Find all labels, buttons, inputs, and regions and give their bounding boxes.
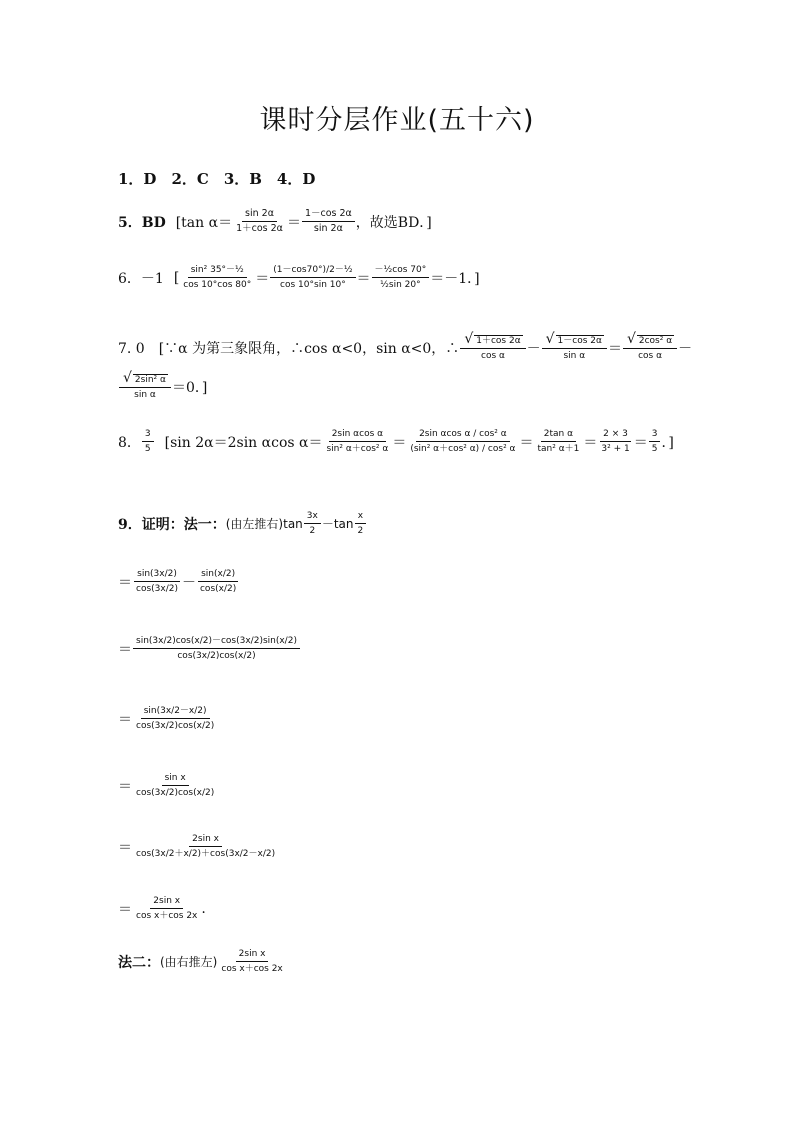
method-2-label: 法二：	[118, 954, 160, 971]
answer-5	[118, 208, 432, 235]
minus-tan: －tan	[321, 517, 354, 531]
answer-8-lead: [sin 2α＝2sin αcos α＝	[164, 434, 323, 451]
fraction: $\frac{\text{－½cos 70°}}{\text{½sin 20°}}$	[372, 264, 430, 291]
answer-8-tail: ．]	[661, 434, 674, 451]
method-2-header	[118, 948, 287, 975]
proof-step-4: ＝ $\frac{\text{sin x}}{\cos(3x/2)\cos(x/2)}$	[118, 772, 218, 799]
fraction: $\frac{\sin(x/2)}{\cos(x/2)}$	[199, 569, 237, 594]
answer-6: 6．－1 [ $\frac{\text{sin² 35°－½}}{\cos 10^\circ\cos 80^\circ}$ ＝ $\frac{\text{(1－cos70°)/2－½}}{\cos 10^\circ\sin 10^\circ}$ ＝ $\frac{\text{－½cos 70°}}{\text{½sin 20°}}$ ＝－1．]	[118, 265, 480, 290]
fraction: $\frac{√ 1-\cos 2\alpha}{\text{sin α}}$	[542, 333, 607, 362]
answer-6-tail: ＝－1．]	[430, 270, 480, 287]
method-label: (由左推右)tan	[225, 517, 303, 531]
fraction: $\frac{3}{5}$	[142, 428, 154, 455]
page-title: 课时分层作业(五十六)	[259, 105, 535, 136]
fraction: $\frac{\text{2tan α}}{\text{tan² α＋1}}$	[537, 429, 580, 454]
proof-step-3: ＝ $\frac{\sin(3x/2-x/2)}{\cos(3x/2)\cos(x/2)}$	[118, 705, 218, 732]
method-2-text: (由右推左)	[160, 955, 218, 969]
fraction: $\frac{3}{5}$	[649, 428, 661, 455]
fraction: $\frac{\sin 2\alpha}{1+\cos 2\alpha}$	[236, 208, 283, 234]
fraction: $\frac{\text{(1－cos70°)/2－½}}{\cos 10^\circ\sin 10^\circ}$	[270, 264, 355, 291]
fraction: $\frac{\text{√ 2sin² α}}{\text{sin α}}$	[119, 372, 171, 401]
proof-step-1: ＝ $\frac{\sin(3x/2)}{\cos(3x/2)}$ － $\frac{\sin(x/2)}{\cos(x/2)}$	[118, 568, 240, 595]
bracket: [	[173, 269, 180, 286]
fraction: $\frac{3x}{2}$	[304, 510, 321, 537]
period: .	[201, 900, 206, 917]
answer-7-cont	[118, 372, 207, 401]
answer-7: 7. 0 [∵α 为第三象限角，∴cos α<0，sin α<0，∴ $\frac{√ 1+\cos 2\alpha}{\text{cos α}}$ － $\frac{√ 1-\cos 2\alpha}{\text{sin α}}$ ＝ $\frac{\text{√ 2cos² α}}{\text{cos α}}$ －	[118, 331, 693, 361]
answer-9-header	[118, 510, 367, 537]
fraction: $\frac{\sin(3x/2)}{\cos(3x/2)}$	[136, 569, 178, 594]
answer-8-number: 8．	[118, 434, 141, 451]
fraction: $\frac{\text{sin² 35°－½}}{\cos 10^\circ\cos 80^\circ}$	[183, 265, 252, 290]
answers-1-4: 1．D 2．C 3．B 4．D	[118, 170, 316, 188]
proof-step-2: ＝ $\frac{\sin(3x/2)\cos(x/2)-\cos(3x/2)\sin(x/2)}{\cos(3x/2)\cos(x/2)}$	[118, 635, 301, 662]
answer-8: 8． $\frac{3}{5}$ [sin 2α＝2sin αcos α＝ $\frac{\text{2sin αcos α}}{\text{sin² α＋cos² α}}$ ＝ $\frac{\text{2sin αcos α / cos² α}}{\text{(sin² α＋cos² α) / cos² α}}$ ＝ $\frac{\text{2tan α}}{\text{tan² α＋1}}$ ＝ $\frac{2 \times 3}{\text{3² + 1}}$ ＝ $\frac{3}{5}$ ．]	[118, 429, 674, 454]
fraction: $\frac{√ 1+\cos 2\alpha}{\text{cos α}}$	[460, 333, 525, 362]
fraction: $\frac{\sin(3x/2)\cos(x/2)-\cos(3x/2)\sin(x/2)}{\cos(3x/2)\cos(x/2)}$	[133, 635, 300, 662]
equals-sign: ＝	[286, 214, 301, 231]
answer-5-lead: [tan α＝	[175, 214, 233, 231]
proof-heading: 9．证明：法一：	[118, 516, 226, 533]
fraction: $\frac{\text{2sin x}}{\text{cos x＋cos 2x}}$	[221, 949, 283, 974]
answer-5-number: 5．BD	[118, 214, 166, 231]
fraction: $\frac{1-\cos 2\alpha}{\sin 2\alpha}$	[302, 208, 355, 235]
fraction: $\frac{\text{sin x}}{\cos(3x/2)\cos(x/2)}$	[136, 773, 215, 798]
proof-step-6: ＝ $\frac{\text{2sin x}}{\text{cos x＋cos 2x}}$ .	[118, 896, 206, 921]
fraction: $\frac{\text{2sin αcos α / cos² α}}{\text{(sin² α＋cos² α) / cos² α}}$	[410, 429, 516, 454]
fraction: $\frac{\text{2sin x}}{\text{cos x＋cos 2x}}$	[136, 896, 198, 921]
fraction: $\frac{2 \times 3}{\text{3² + 1}}$	[601, 429, 630, 454]
fraction: $\frac{\sin(3x/2-x/2)}{\cos(3x/2)\cos(x/2)}$	[136, 706, 215, 731]
fraction: $\frac{\text{2sin x}}{\cos(3x/2+x/2)+\cos(3x/2-x/2)}$	[136, 834, 276, 859]
answer-7-lead: 7. 0 [∵α 为第三象限角，∴cos α<0，sin α<0，∴	[118, 340, 460, 357]
fraction: $\frac{\text{2sin αcos α}}{\text{sin² α＋cos² α}}$	[326, 429, 389, 454]
answer-7-tail: ＝0．]	[171, 379, 208, 396]
fraction: $\frac{x}{2}$	[355, 510, 367, 537]
answer-5-tail: ，故选BD．]	[355, 214, 432, 231]
proof-step-5: ＝ $\frac{\text{2sin x}}{\cos(3x/2+x/2)+\cos(3x/2-x/2)}$	[118, 833, 279, 860]
answer-6-number: 6．－1	[118, 270, 164, 287]
fraction: $\frac{\text{√ 2cos² α}}{\text{cos α}}$	[623, 333, 677, 362]
